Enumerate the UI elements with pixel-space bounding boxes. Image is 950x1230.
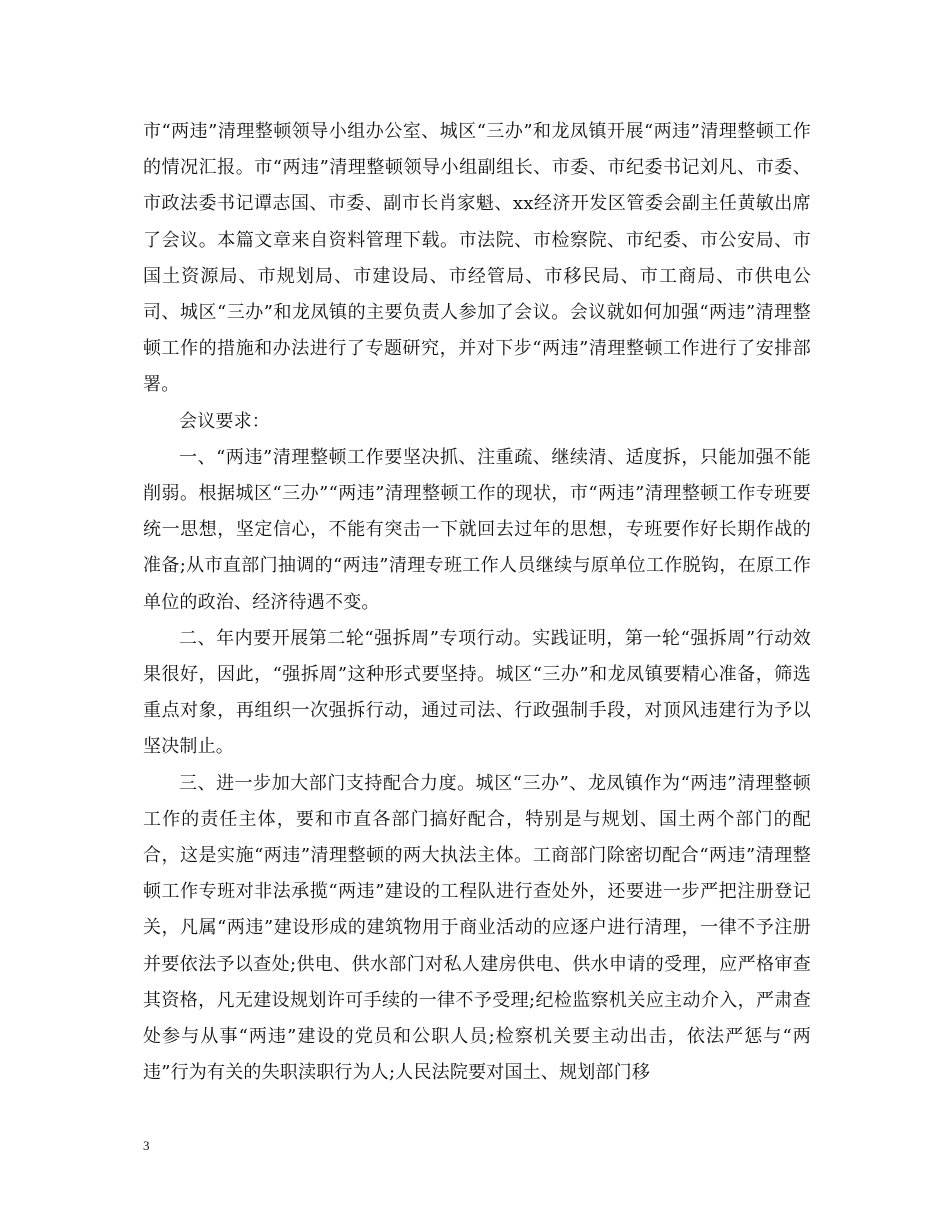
- paragraph-meeting-requirements-heading: 会议要求：: [179, 410, 270, 432]
- paragraph-requirement-three: 三、进一步加大部门支持配合力度。城区“三办”、龙凤镇作为“两违”清理整顿工作的责任主体，要和市直各部门搞好配合，特别是与规划、国土两个部门的配合，这是实施“两违”清理整顿的两大执法主体。工商部门除密切配合“两违”清理整顿工作专班对非法承揽“两违”建设的工程队进行查处外，还要进一步严把注册登记关，凡属“两违”建设形成的建筑物用于商业活动的应逐户进行清理，一律不予注册并要依法予以查处;供电、供水部门对私人建房供电、供水申请的受理，应严格审查其资格，凡无建设规划许可手续的一律不予受理;纪检监察机关应主动介入，严肃查处参与从事“两违”建设的党员和公职人员;检察机关要主动出击，依法严惩与“两违”行为有关的失职渎职行为人;人民法院要对国土、规划部门移: [143, 772, 811, 1084]
- page-number: 3: [143, 1138, 150, 1153]
- document-body: [143, 114, 811, 1091]
- paragraph-requirement-two: 二、年内要开展第二轮“强拆周”专项行动。实践证明，第一轮“强拆周”行动效果很好，因此，“强拆周”这种形式要坚持。城区“三办”和龙凤镇要精心准备，筛选重点对象，再组织一次强拆行动，通过司法、行政强制手段，对顶风违建行为予以坚决制止。: [143, 627, 811, 758]
- paragraph-requirement-one: 一、“两违”清理整顿工作要坚决抓、注重疏、继续清、适度拆，只能加强不能削弱。根据城区“三办”“两违”清理整顿工作的现状，市“两违”清理整顿工作专班要统一思想，坚定信心，不能有突击一下就回去过年的思想，专班要作好长期作战的准备;从市直部门抽调的“两违”清理专班工作人员继续与原单位工作脱钩，在原工作单位的政治、经济待遇不变。: [143, 446, 811, 613]
- paragraph-meeting-report: 市“两违”清理整顿领导小组办公室、城区“三办”和龙凤镇开展“两违”清理整顿工作的情况汇报。市“两违”清理整顿领导小组副组长、市委、市纪委书记刘凡、市委、市政法委书记谭志国、市委、副市长肖家魁、xx经济开发区管委会副主任黄敏出席了会议。本篇文章来自资料管理下载。市法院、市检察院、市纪委、市公安局、市国土资源局、市规划局、市建设局、市经管局、市移民局、市工商局、市供电公司、城区“三办”和龙凤镇的主要负责人参加了会议。会议就如何加强“两违”清理整顿工作的措施和办法进行了专题研究，并对下步“两违”清理整顿工作进行了安排部署。: [143, 121, 811, 396]
